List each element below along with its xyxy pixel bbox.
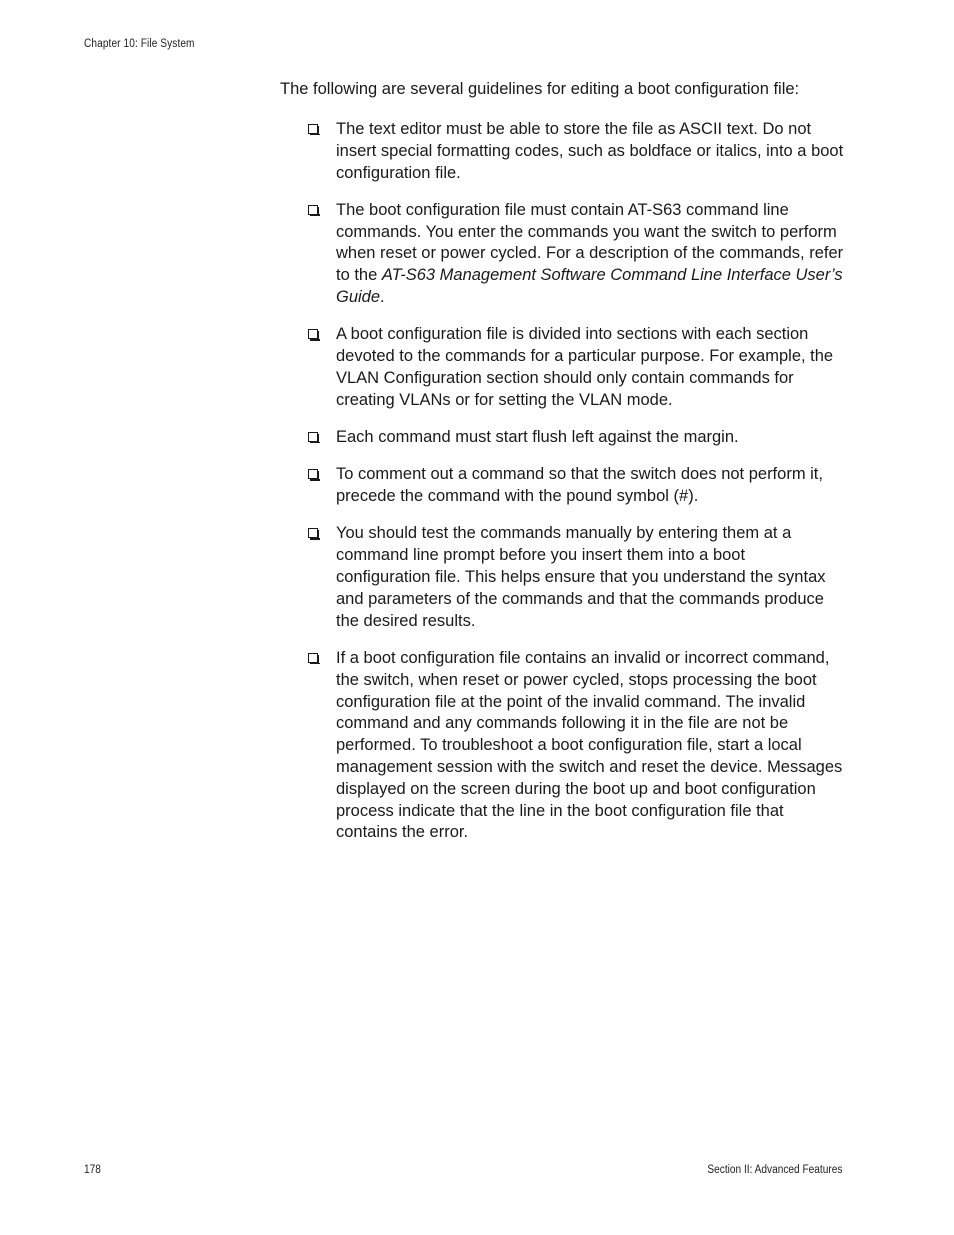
- guideline-item: [308, 464, 844, 508]
- guideline-text: To comment out a command so that the switch does not perform it, precede the command with the pound symbol (#).: [336, 465, 823, 506]
- checkbox-bullet-icon: [308, 528, 318, 538]
- guideline-text: Each command must start flush left against the margin.: [336, 428, 739, 447]
- guideline-text: You should test the commands manually by entering them at a command line prompt before you insert them into a boot configuration file. This helps ensure that you understand the syntax and parameters of the commands and that the commands produce the desired results.: [336, 524, 826, 630]
- guideline-item: [308, 427, 844, 449]
- checkbox-bullet-icon: [308, 653, 318, 663]
- guideline-item: [308, 119, 844, 184]
- guideline-item: [308, 523, 844, 632]
- guideline-item: [308, 324, 844, 411]
- guideline-item: [308, 648, 844, 844]
- running-header: Chapter 10: File System: [84, 38, 195, 50]
- checkbox-bullet-icon: [308, 205, 318, 215]
- section-footer: Section II: Advanced Features: [706, 1164, 842, 1176]
- guideline-item: [308, 200, 844, 309]
- guidelines-list: [308, 119, 844, 860]
- checkbox-bullet-icon: [308, 329, 318, 339]
- guideline-text: The boot configuration file must contain AT-S63 command line commands. You enter the commands you want the switch to perform when reset or power cycled. For a description of the commands, refer to the: [336, 200, 844, 285]
- checkbox-bullet-icon: [308, 124, 318, 134]
- guide-title-reference: AT-S63 Management Software Command Line Interface User’s Guide: [336, 266, 843, 307]
- guideline-text-end: .: [380, 288, 385, 307]
- page-number: 178: [84, 1164, 101, 1176]
- intro-paragraph: The following are several guidelines for editing a boot configuration file:: [280, 80, 800, 98]
- checkbox-bullet-icon: [308, 432, 318, 442]
- guideline-text: A boot configuration file is divided into sections with each section devoted to the commands for a particular purpose. For example, the VLAN Configuration section should only contain commands for creating VLANs or for setting the VLAN mode.: [336, 325, 834, 409]
- guideline-text: If a boot configuration file contains an invalid or incorrect command, the switch, when reset or power cycled, stops processing the boot configuration file at the point of the invalid command. The invalid command and any commands following it in the file are not be performed. To troubleshoot a boot configuration file, start a local management session with the switch and reset the device. Messages displayed on the screen during the boot up and boot configuration process indicate that the line in the boot configuration file that contains the error.: [336, 648, 843, 842]
- guideline-text: The text editor must be able to store the file as ASCII text. Do not insert special formatting codes, such as boldface or italics, into a boot configuration file.: [336, 120, 844, 182]
- checkbox-bullet-icon: [308, 469, 318, 479]
